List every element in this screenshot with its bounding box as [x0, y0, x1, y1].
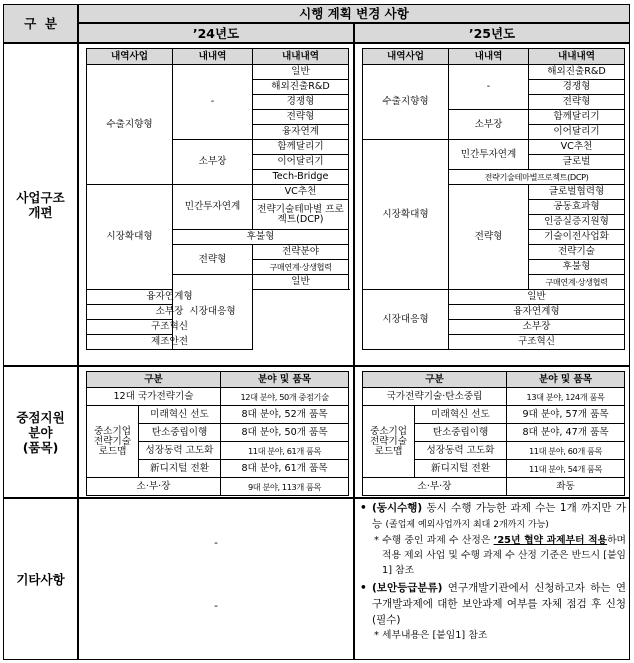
program-market-expand: 시장확대형	[363, 140, 449, 290]
sub-strat-type: 전략형	[173, 245, 253, 275]
item-r-convergence: 융자연계형	[87, 290, 253, 305]
item-followup: 후불형	[173, 230, 349, 245]
sub-parts: 소부장	[173, 140, 253, 185]
bullet-dot: •	[360, 582, 367, 594]
year24-header	[78, 23, 354, 43]
item-strat-field: 전략분야	[253, 245, 349, 260]
focus-parts-value: 9대 분야, 113개 품목	[221, 478, 349, 496]
item-jump: 함께달리기	[253, 140, 349, 155]
focus-item-label: 新디지털 전환	[139, 460, 221, 478]
row-label-restructure	[3, 43, 78, 366]
focus-item-value: 11대 분야, 61개 품목	[221, 442, 349, 460]
item-vc: VC추천	[529, 140, 625, 155]
item-competitive: 경쟁형	[529, 80, 625, 95]
item-overseas-rnd: 해외진출R&D	[529, 65, 625, 80]
focus-item-value: 8대 분야, 61개 품목	[221, 460, 349, 478]
note-security: * 세부내용은 [붙임1] 참조	[374, 630, 488, 641]
item-strategic: 전략형	[529, 95, 625, 110]
focus-24-table	[86, 371, 349, 496]
row-label-other-text: 기타사항	[16, 571, 65, 587]
item-buy-link: 구매연계·상생협력	[253, 260, 349, 275]
focus-item-value: 8대 분야, 52개 품목	[221, 406, 349, 424]
note-concurrent-rest: 하며 적용 제외 사업 및 수행 과제 수 산정 기준은 반드시 [붙임1] 참조	[382, 535, 626, 576]
focus-item-value: 11대 분야, 60개 품목	[507, 442, 625, 460]
row-label-focus	[3, 366, 78, 498]
focus-item-label: 탄소중립이행	[139, 424, 221, 442]
item-r-parts: 소부장	[449, 320, 625, 335]
program-export: 수출지향형	[87, 65, 173, 185]
bullet-security	[358, 580, 626, 628]
title-header	[78, 4, 630, 23]
year25-header-text: ’25년도	[468, 25, 516, 41]
item-strategic: 전략형	[253, 110, 349, 125]
item-relay: 이어달리기	[529, 125, 625, 140]
focus-national-value: 13대 분야, 124개 품목	[507, 388, 625, 406]
bullet-security-text: 연구개발기관에서 신청하고자 하는 연구개발과제에 대한 보안과제 여부를 자체 점검 후 신청(필수)	[372, 582, 626, 626]
focus-header-field: 분야 및 품목	[221, 372, 349, 388]
title-header-text: 시행 계획 변경 사항	[299, 6, 409, 21]
bullet-dot: •	[360, 502, 367, 514]
focus-item-value: 8대 분야, 47개 품목	[507, 424, 625, 442]
row-label-restructure-text: 사업구조 개편	[16, 189, 65, 220]
bullet-concurrent-head: (동시수행)	[372, 502, 423, 514]
item-r-convergence: 융자연계형	[449, 305, 625, 320]
other-24-dash-2: -	[214, 600, 218, 612]
other-24-dash-1: -	[214, 537, 218, 549]
item-tech-bridge: Tech-Bridge	[253, 170, 349, 185]
focus-roadmap-label: 중소기업 전략기술 로드맵	[363, 406, 415, 478]
focus-parts-label: 소·부·장	[87, 478, 221, 496]
focus-25-table	[362, 371, 625, 496]
item-r-innov: 구조혁신	[87, 320, 253, 335]
other-25-content	[358, 500, 626, 643]
item-strat-tech: 전략기술	[529, 245, 625, 260]
item-r-safety: 제조안전	[87, 335, 253, 350]
bullet-concurrent	[358, 500, 626, 533]
focus-item-label: 미래혁신 선도	[139, 406, 221, 424]
focus-item-value: 11대 분야, 54개 품목	[507, 460, 625, 478]
col-header-program: 내역사업	[363, 49, 449, 65]
item-dcp: 전략기술테마별프로젝트(DCP)	[449, 170, 625, 185]
item-cert: 인증실증지원형	[529, 215, 625, 230]
focus-item-label: 미래혁신 선도	[415, 406, 507, 424]
item-global: 글로벌	[529, 155, 625, 170]
focus-national-value: 12대 분야, 50개 중점기술	[221, 388, 349, 406]
col-header-program: 내역사업	[87, 49, 173, 65]
item-convergence: 융자연계	[253, 125, 349, 140]
focus-header-category: 구분	[363, 372, 507, 388]
focus-header-field: 분야 및 품목	[507, 372, 625, 388]
sub-dash: -	[449, 65, 529, 110]
focus-header-category: 구분	[87, 372, 221, 388]
item-tech-transfer: 기술이전사업화	[529, 230, 625, 245]
bullet-concurrent-small: (졸업제 예외사업까지 최대 2개까지 가능)	[385, 520, 549, 530]
col-header-subsub: 내내내역	[529, 49, 625, 65]
sub-strat-type: 전략형	[449, 185, 529, 290]
focus-national-label: 12대 국가전략기술	[87, 388, 221, 406]
item-competitive: 경쟁형	[253, 95, 349, 110]
item-r-general: 일반	[253, 275, 349, 290]
focus-national-label: 국가전략기술·탄소중립	[363, 388, 507, 406]
focus-item-value: 8대 분야, 50개 품목	[221, 424, 349, 442]
sub-parts: 소부장	[449, 110, 529, 140]
sub-private-invest: 민간투자연계	[173, 185, 253, 230]
other-24-cell	[78, 498, 354, 660]
row-label-other	[3, 498, 78, 660]
sub-dash: -	[173, 65, 253, 140]
col-header-sub: 내내역	[173, 49, 253, 65]
focus-item-label: 탄소중립이행	[415, 424, 507, 442]
item-buy-link: 구매연계·상생협력	[529, 275, 625, 290]
item-global-lead: 글로벌협력형	[529, 185, 625, 200]
note-concurrent	[358, 533, 626, 578]
row-label-focus-text: 중점지원 분야 (품목)	[16, 409, 65, 455]
focus-item-label: 성장동력 고도화	[139, 442, 221, 460]
category-header-text: 구 분	[24, 16, 57, 31]
year24-header-text: ’24년도	[192, 25, 240, 41]
focus-roadmap-label: 중소기업 전략기술 로드맵	[87, 406, 139, 478]
item-general: 일반	[253, 65, 349, 80]
sub-private-invest: 민간투자연계	[449, 140, 529, 170]
focus-parts-label: 소·부·장	[363, 478, 507, 496]
col-header-subsub: 내내내역	[253, 49, 349, 65]
program-market-respond: 시장대응형	[173, 275, 253, 350]
note-concurrent-bold: ’25년 협약 과제부터 적용	[493, 535, 608, 546]
item-jump: 함께달리기	[529, 110, 625, 125]
program-market-expand: 시장확대형	[87, 185, 173, 290]
item-r-general: 일반	[449, 290, 625, 305]
program-export: 수출지향형	[363, 65, 449, 140]
item-overseas-rnd: 해외진출R&D	[253, 80, 349, 95]
item-relay: 이어달리기	[253, 155, 349, 170]
bullet-security-head: (보안등급분류)	[372, 582, 443, 594]
item-dcp: 전략기술테마별 프로젝트(DCP)	[253, 200, 349, 230]
item-vc: VC추천	[253, 185, 349, 200]
restructure-25-table	[362, 48, 625, 350]
note-concurrent-prefix: * 수행 중인 과제 수 산정은	[374, 535, 494, 546]
item-r-parts: 소부장	[87, 305, 253, 320]
bullet-concurrent-text: 동시 수행 가능한 과제 수는 1개 까지만 가능	[372, 502, 626, 530]
col-header-sub: 내내역	[449, 49, 529, 65]
focus-item-value: 9대 분야, 57개 품목	[507, 406, 625, 424]
item-followup: 후불형	[529, 260, 625, 275]
item-r-innov: 구조혁신	[449, 335, 625, 350]
restructure-24-table	[86, 48, 349, 350]
focus-item-label: 新디지털 전환	[415, 460, 507, 478]
focus-item-label: 성장동력 고도화	[415, 442, 507, 460]
year25-header	[354, 23, 630, 43]
item-joint: 공동효과형	[529, 200, 625, 215]
category-header	[3, 4, 78, 43]
focus-parts-value: 좌동	[507, 478, 625, 496]
program-market-respond: 시장대응형	[363, 290, 449, 350]
